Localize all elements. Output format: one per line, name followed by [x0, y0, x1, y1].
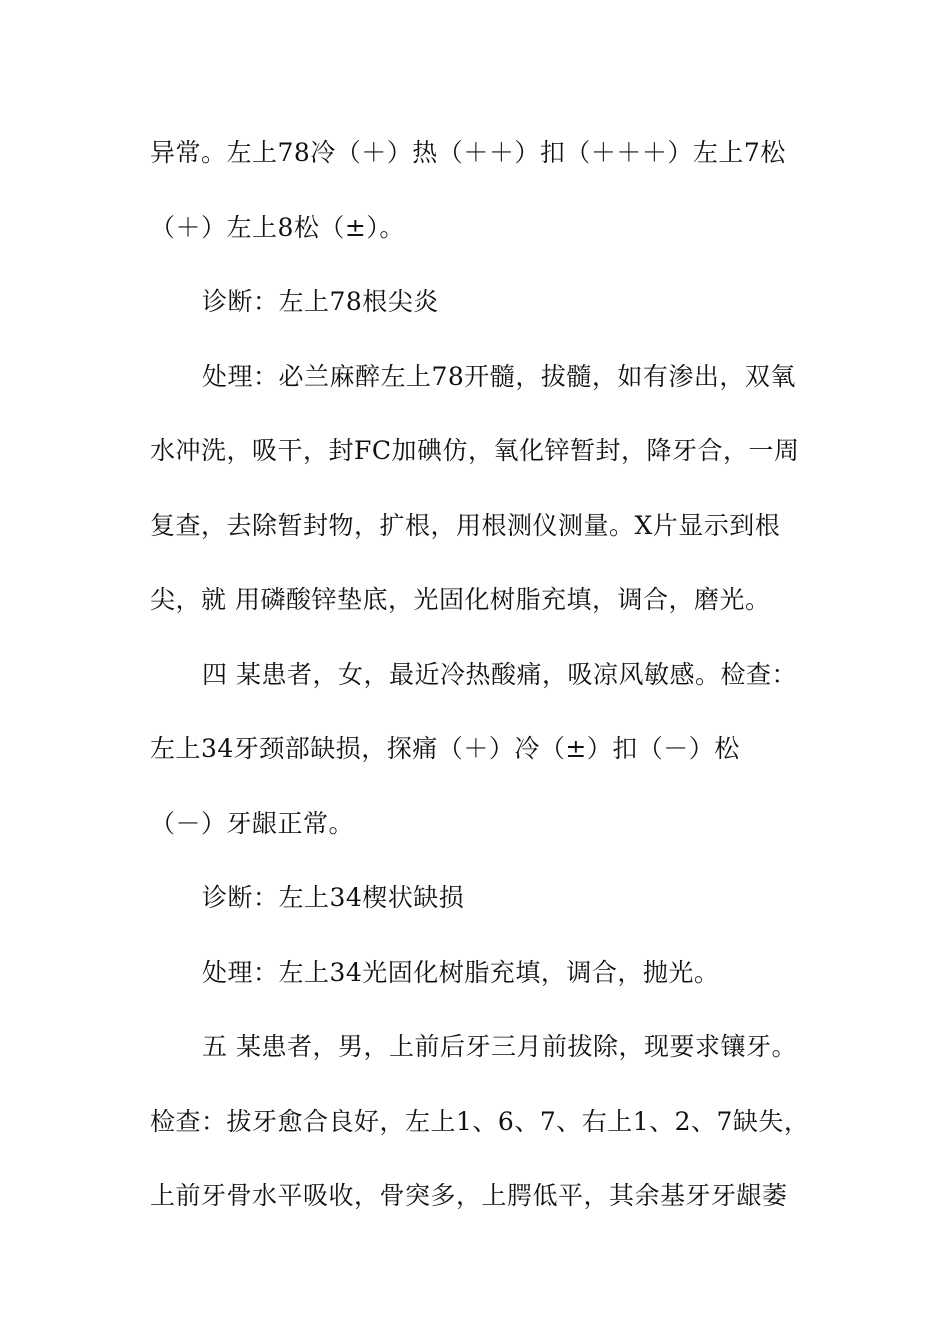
text-line-9: 左上34牙颈部缺损，探痛（＋）冷（±）扣（－）松 [150, 734, 740, 763]
text-line-10: （－）牙龈正常。 [150, 809, 355, 838]
text-line-14: 检查：拔牙愈合良好，左上1、6、7、右上1、2、7缺失， [150, 1107, 810, 1136]
text-line-5: 水冲洗，吸干，封FC加碘仿，氧化锌暂封，降牙合，一周 [150, 436, 800, 465]
diagnosis-line-2: 诊断：左上34楔状缺损 [202, 883, 465, 912]
text-line-15: 上前牙骨水平吸收，骨突多，上腭低平，其余基牙牙龈萎 [150, 1181, 788, 1210]
text-line-2: （＋）左上8松（±）。 [150, 213, 405, 242]
text-line-6: 复查，去除暂封物，扩根，用根测仪测量。X片显示到根 [150, 511, 781, 540]
diagnosis-line-1: 诊断：左上78根尖炎 [202, 287, 439, 316]
text-line-1: 异常。左上78冷（＋）热（＋＋）扣（＋＋＋）左上7松 [150, 138, 786, 167]
treatment-line-1: 处理：必兰麻醉左上78开髓，拔髓，如有渗出，双氧 [202, 362, 796, 391]
treatment-line-2: 处理：左上34光固化树脂充填，调合，抛光。 [202, 958, 720, 987]
case-four-line: 四 某患者，女，最近冷热酸痛，吸凉风敏感。检查： [202, 660, 797, 689]
text-line-7: 尖，就 用磷酸锌垫底，光固化树脂充填，调合，磨光。 [150, 585, 771, 614]
case-five-line: 五 某患者，男，上前后牙三月前拔除，现要求镶牙。 [202, 1032, 797, 1061]
